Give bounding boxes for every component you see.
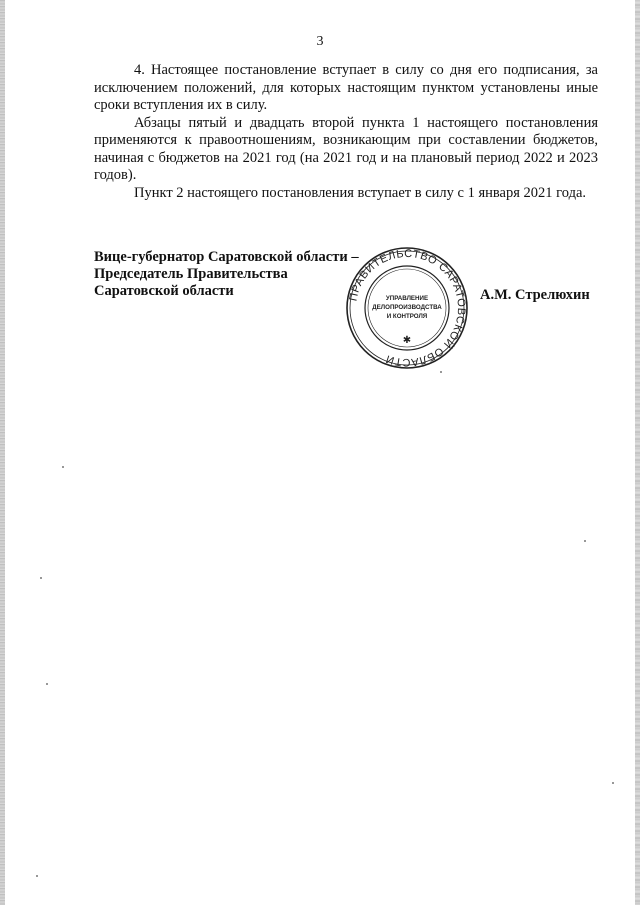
position-line: Саратовской области [94,283,234,299]
scan-speck [584,540,586,542]
position-line: Вице-губернатор Саратовской области – [94,249,359,265]
seal-ring-text: ПРАВИТЕЛЬСТВО САРАТОВСКОЙ ОБЛАСТИ [347,247,468,369]
seal-star-icon: ✱ [402,335,412,346]
scan-speck [36,875,38,877]
scan-speck [62,466,64,468]
scan-speck [612,782,614,784]
scan-speck [40,577,42,579]
scan-speck [440,371,442,373]
paragraph-point-2: Пункт 2 настоящего постановления вступает в силу с 1 января 2021 года. [134,184,587,201]
scan-speck [46,683,48,685]
seal-center-line: ДЕЛОПРОИЗВОДСТВА [372,304,442,311]
seal-center-line: УПРАВЛЕНИЕ [385,295,429,302]
signatory-name: А.М. Стрелюхин [480,287,590,303]
paragraph-budget-application: Абзацы пятый и двадцать второй пункта 1 настоящего постановления применяются к правоотношениям, возникающим при составлении бюджетов, начиная с бюджетов на 2021 год (на 2021 год и на плановый период 2022 и 2023 годов). [94,114,598,183]
scan-edge-left [0,0,5,905]
body-text [94,62,598,202]
scan-edge-right [635,0,640,905]
position-line: Председатель Правительства [94,266,288,282]
official-seal [344,245,470,371]
signatory-position [94,249,374,300]
page-number: 3 [316,34,324,49]
seal-center-line: И КОНТРОЛЯ [386,313,428,320]
paragraph-effective-date: 4. Настоящее постановление вступает в силу со дня его подписания, за исключением положений, для которых настоящим пунктом установлены иные сроки вступления их в силу. [94,62,598,113]
